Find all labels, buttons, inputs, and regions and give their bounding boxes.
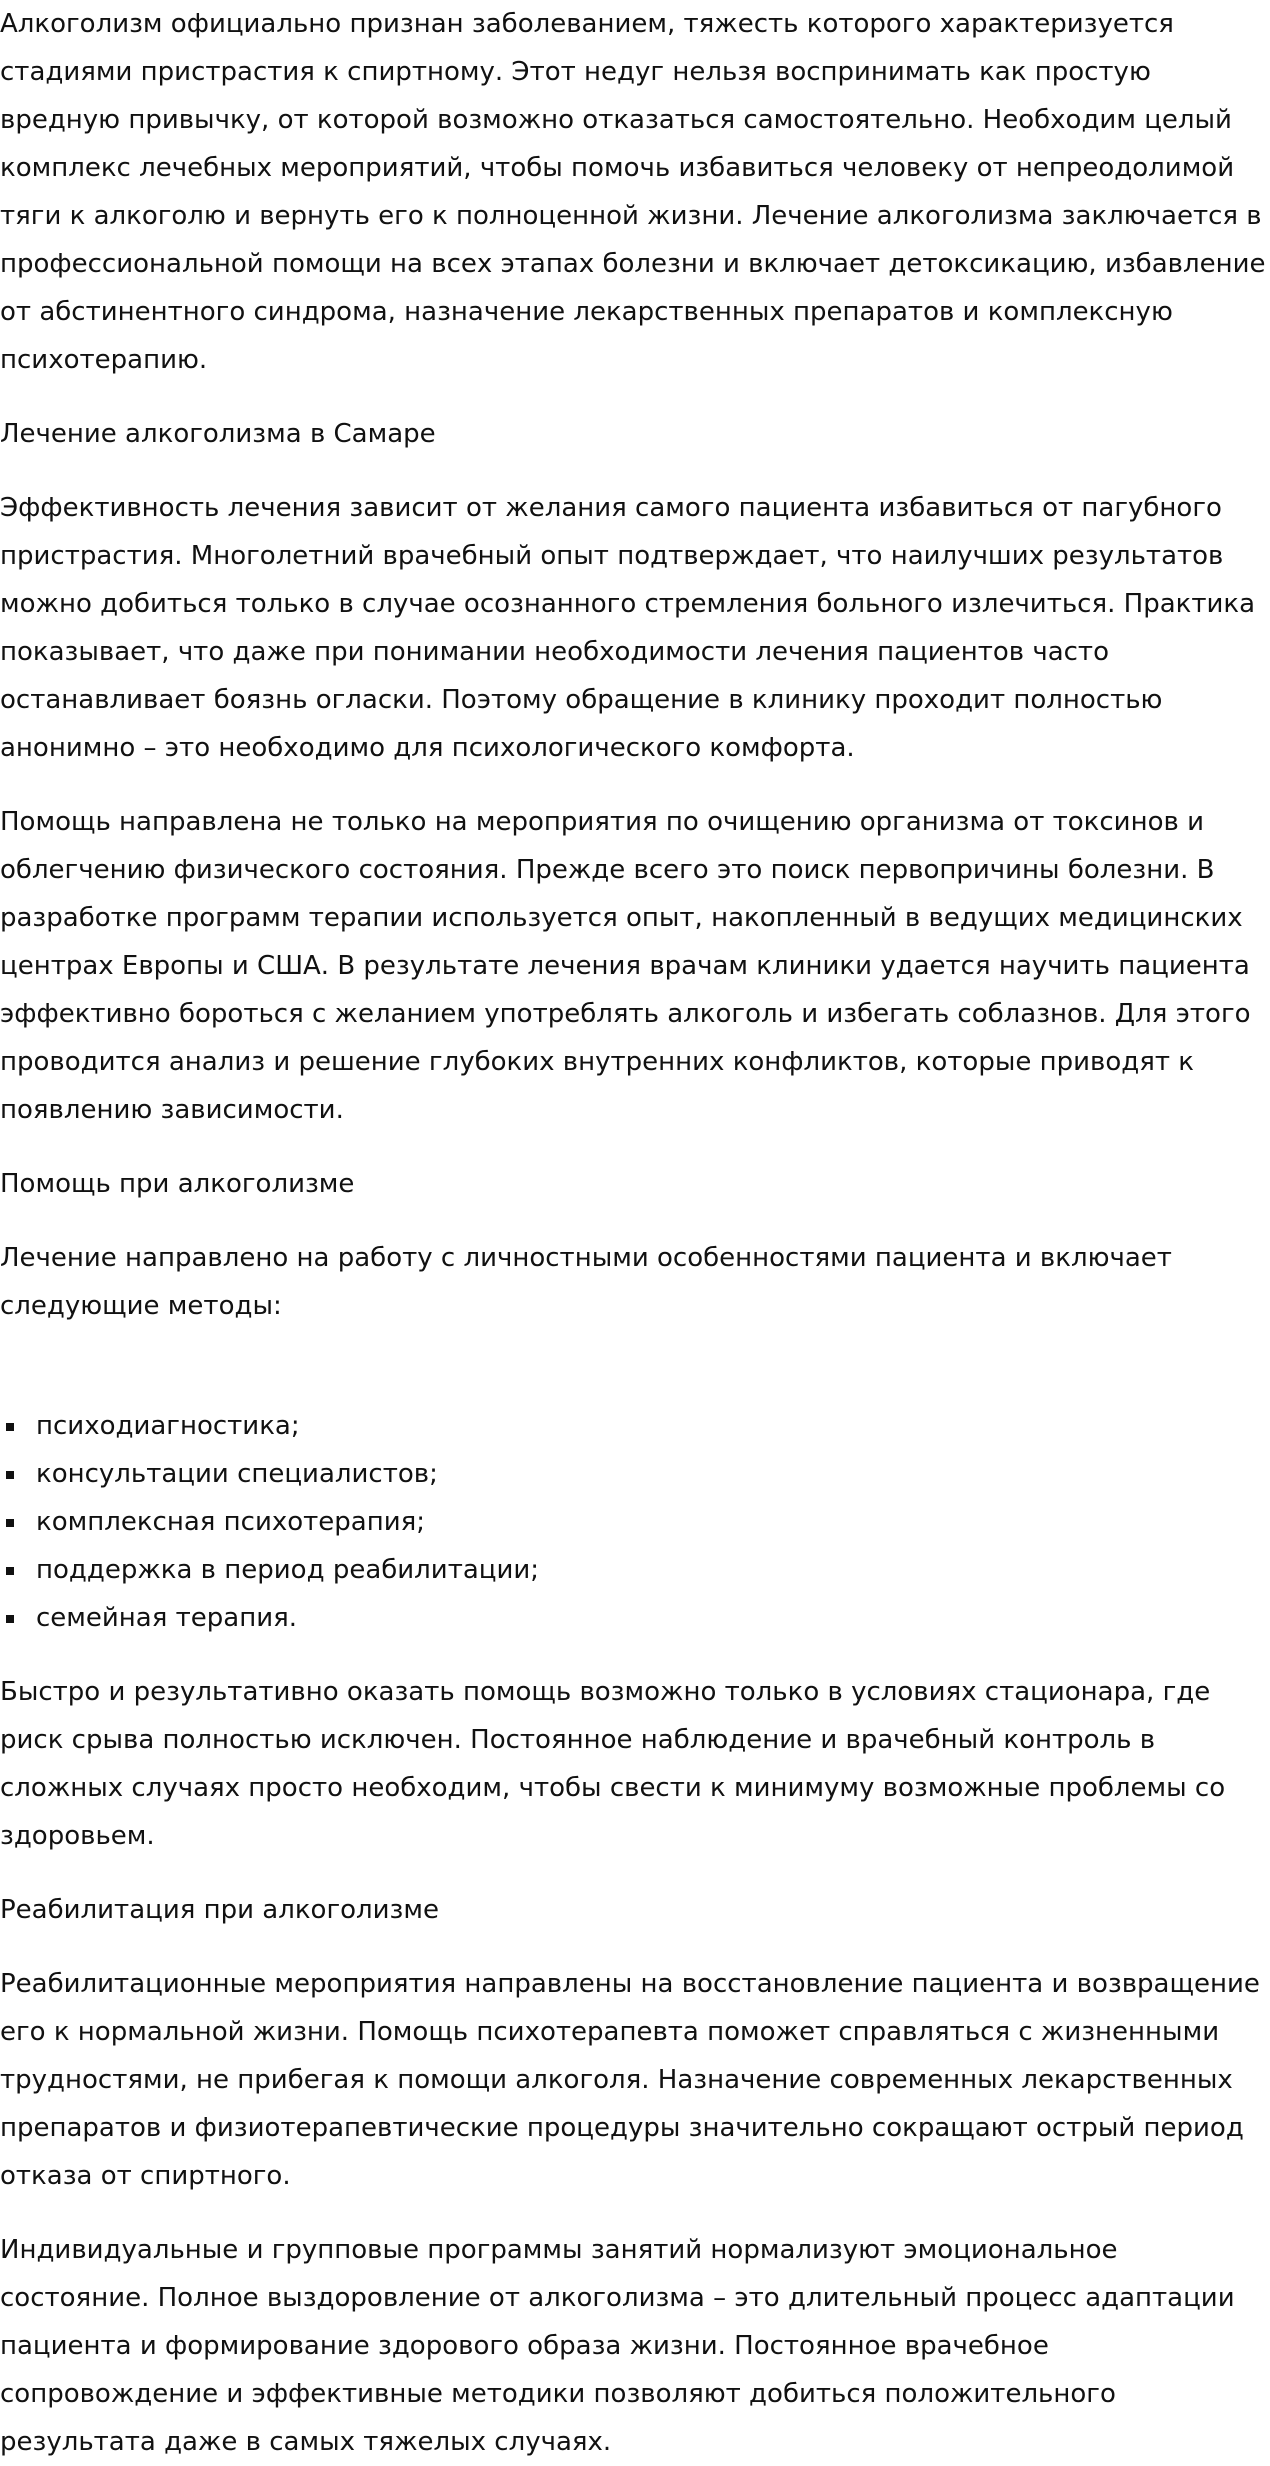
list-item-label: семейная терапия. — [36, 1603, 298, 1633]
list-item — [0, 1402, 1270, 1450]
paragraph: Эффективность лечения зависит от желания самого пациента избавиться от пагубного пристрастия. Многолетний врачебный опыт подтверждает, что наилучших результатов можно добиться только в случае осознанного стремления больного излечиться. Практика показывает, что даже при понимании необходимости лечения пациентов часто останавливает боязнь огласки. Поэтому обращение в клинику проходит полностью анонимно – это необходимо для психологического комфорта. — [0, 493, 1256, 763]
paragraph: Лечение направлено на работу с личностными особенностями пациента и включает следующие методы: — [0, 1243, 1172, 1321]
bullet-icon — [6, 1471, 14, 1479]
bullet-icon — [6, 1615, 14, 1623]
methods-list — [0, 1356, 1270, 1642]
intro-paragraph: Алкоголизм официально признан заболеванием, тяжесть которого характеризуется стадиями пристрастия к спиртному. Этот недуг нельзя воспринимать как простую вредную привычку, от которой возможно отказаться самостоятельно. Необходим целый комплекс лечебных мероприятий, чтобы помочь избавиться человеку от непреодолимой тяги к алкоголю и вернуть его к полноценной жизни. Лечение алкоголизма заключается в профессиональной помощи на всех этапах болезни и включает детоксикацию, избавление от абстинентного синдрома, назначение лекарственных препаратов и комплексную психотерапию. — [0, 9, 1266, 375]
list-item-label: консультации специалистов; — [36, 1459, 438, 1489]
section-heading-treatment-samara: Лечение алкоголизма в Самаре — [0, 419, 436, 449]
bullet-icon — [6, 1567, 14, 1575]
list-item-label: психодиагностика; — [36, 1411, 300, 1441]
bullet-icon — [6, 1519, 14, 1527]
list-item-label: комплексная психотерапия; — [36, 1507, 426, 1537]
section-heading-rehabilitation: Реабилитация при алкоголизме — [0, 1895, 439, 1925]
paragraph: Быстро и результативно оказать помощь возможно только в условиях стационара, где риск срыва полностью исключен. Постоянное наблюдение и врачебный контроль в сложных случаях просто необходим, чтобы свести к минимуму возможные проблемы со здоровьем. — [0, 1677, 1226, 1851]
list-item — [0, 1498, 1270, 1546]
list-item — [0, 1546, 1270, 1594]
list-item — [0, 1594, 1270, 1642]
list-item — [0, 1450, 1270, 1498]
list-item-label: поддержка в период реабилитации; — [36, 1555, 540, 1585]
section-heading-help: Помощь при алкоголизме — [0, 1169, 355, 1199]
paragraph: Помощь направлена не только на мероприятия по очищению организма от токсинов и облегчению физического состояния. Прежде всего это поиск первопричины болезни. В разработке программ терапии используется опыт, накопленный в ведущих медицинских центрах Европы и США. В результате лечения врачам клиники удается научить пациента эффективно бороться с желанием употреблять алкоголь и избегать соблазнов. Для этого проводится анализ и решение глубоких внутренних конфликтов, которые приводят к появлению зависимости. — [0, 807, 1251, 1125]
paragraph: Индивидуальные и групповые программы занятий нормализуют эмоциональное состояние. Полное выздоровление от алкоголизма – это длительный процесс адаптации пациента и формирование здорового образа жизни. Постоянное врачебное сопровождение и эффективные методики позволяют добиться положительного результата даже в самых тяжелых случаях. — [0, 2235, 1235, 2457]
bullet-icon — [6, 1423, 14, 1431]
paragraph: Реабилитационные мероприятия направлены на восстановление пациента и возвращение его к нормальной жизни. Помощь психотерапевта поможет справляться с жизненными трудностями, не прибегая к помощи алкоголя. Назначение современных лекарственных препаратов и физиотерапевтические процедуры значительно сокращают острый период отказа от спиртного. — [0, 1969, 1260, 2191]
